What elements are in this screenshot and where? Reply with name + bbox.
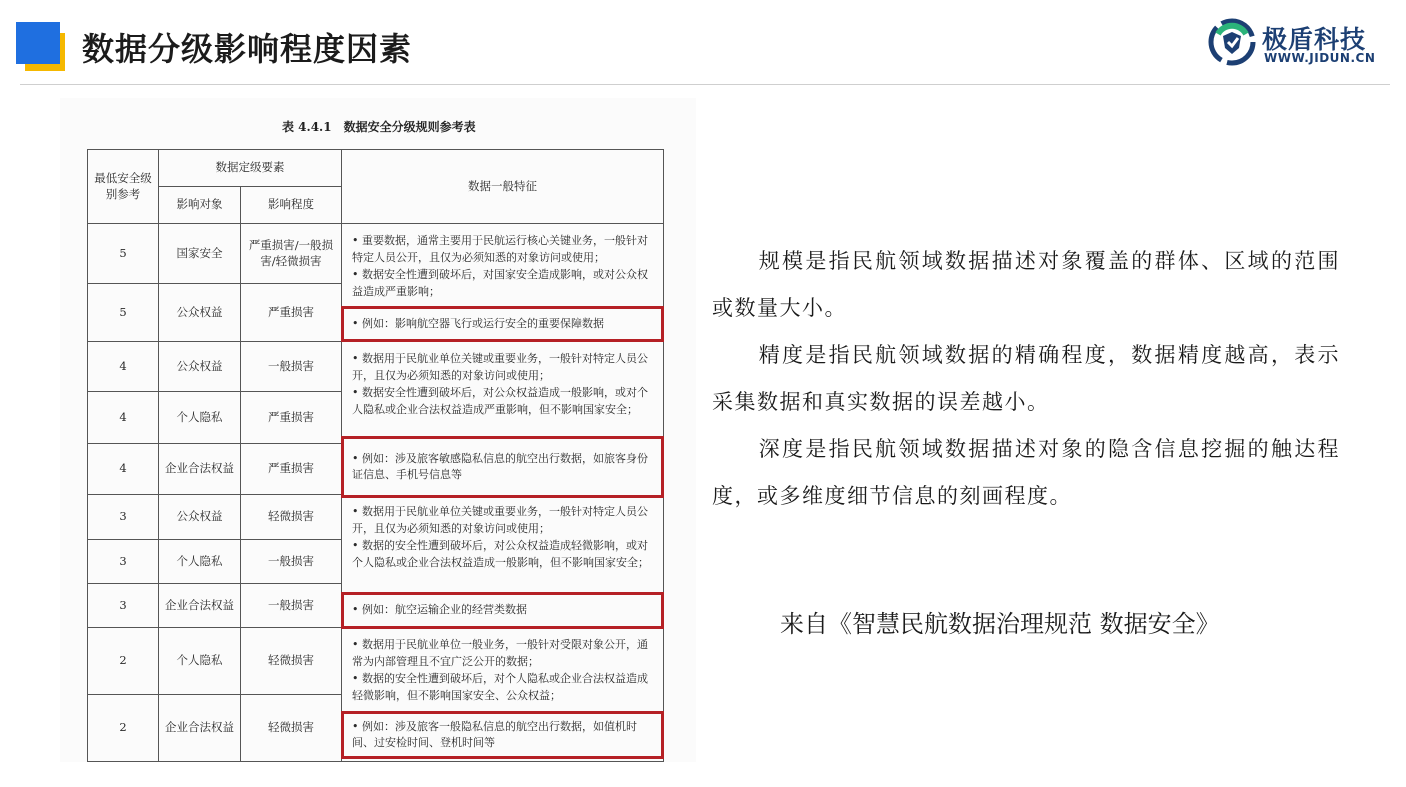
table-row-degree: 严重损害/一般损害/轻微损害 [241,224,342,284]
highlight-example-2: • 例如：涉及旅客敏感隐私信息的航空出行数据，如旅客身份证信息、手机号信息等 [341,436,664,498]
table-row-object: 企业合法权益 [159,444,241,495]
table-row-degree: 一般损害 [241,584,342,628]
header-group: 数据定级要素 [159,150,342,187]
header-feature: 数据一般特征 [342,150,664,224]
table-row-level: 4 [88,342,159,392]
table-row-level: 4 [88,392,159,444]
table-row-object: 公众权益 [159,495,241,540]
paragraph-precision-text: 精度是指民航领域数据的精确程度，数据精度越高，表示采集数据和真实数据的误差越小。 [712,343,1340,414]
table-row-object: 个人隐私 [159,628,241,695]
table-row-object: 个人隐私 [159,392,241,444]
table-row-degree: 轻微损害 [241,628,342,695]
feature-group-2: • 数据用于民航业单位关键或重要业务，一般针对特定人员公开，且仅为必须知悉的对象访问或使用； • 数据安全性遭到破坏后，对公众权益造成一般影响，或对个人隐私或企业合法权益造成严重影响，但不影响国家安全； [342,342,664,495]
paragraph-scale-text: 规模是指民航领域数据描述对象覆盖的群体、区域的范围或数量大小。 [712,249,1340,320]
title-accent-blue [16,22,60,64]
table-row-degree: 严重损害 [241,444,342,495]
header-divider [20,84,1390,85]
table-row-object: 个人隐私 [159,540,241,584]
header-degree: 影响程度 [241,187,342,224]
highlight-example-3: • 例如：航空运输企业的经营类数据 [341,592,664,629]
table-row-level: 2 [88,628,159,695]
paragraph-depth-text: 深度是指民航领域数据描述对象的隐含信息挖掘的触达程度，或多维度细节信息的刻画程度。 [712,437,1340,508]
header-object: 影响对象 [159,187,241,224]
table-row-degree: 一般损害 [241,342,342,392]
feature-group-4: • 数据用于民航业单位一般业务，一般针对受限对象公开，通常为内部管理且不宜广泛公开的数据； • 数据的安全性遭到破坏后，对个人隐私或企业合法权益造成轻微影响，但不影响国家安全、公众权益； [342,628,664,762]
table-row-object: 企业合法权益 [159,695,241,762]
table-caption: 表 4.4.1 数据安全分级规则参考表 [282,120,476,134]
header-level: 最低安全级别参考 [88,150,159,224]
jidun-logo-icon [1208,18,1256,66]
table-row-level: 3 [88,584,159,628]
table-row-object: 公众权益 [159,342,241,392]
paragraph-precision [712,332,1340,426]
table-row-level: 5 [88,224,159,284]
table-row-level: 4 [88,444,159,495]
source-citation: 来自《智慧民航数据治理规范 数据安全》 [780,610,1220,638]
table-row-object: 公众权益 [159,284,241,342]
table-row-level: 2 [88,695,159,762]
highlight-example-1: • 例如：影响航空器飞行或运行安全的重要保障数据 [341,306,664,342]
table-row-level: 5 [88,284,159,342]
table-row-level: 3 [88,495,159,540]
feature-group-1: • 重要数据，通常主要用于民航运行核心关键业务，一般针对特定人员公开，且仅为必须知悉的对象访问或使用； • 数据安全性遭到破坏后，对国家安全造成影响，或对公众权益造成严重影响； [342,224,664,342]
page-title: 数据分级影响程度因素 [82,30,413,68]
table-row-degree: 轻微损害 [241,695,342,762]
table-row-degree: 一般损害 [241,540,342,584]
highlight-example-4: • 例如：涉及旅客一般隐私信息的航空出行数据，如值机时间、过安检时间、登机时间等 [341,711,664,759]
brand-name: 极盾科技 [1262,25,1367,54]
table-row-object: 企业合法权益 [159,584,241,628]
table-row-object: 国家安全 [159,224,241,284]
table-row-degree: 严重损害 [241,284,342,342]
table-row-level: 3 [88,540,159,584]
brand-url: WWW.JIDUN.CN [1264,51,1376,65]
table-row-degree: 严重损害 [241,392,342,444]
feature-group-3: • 数据用于民航业单位关键或重要业务，一般针对特定人员公开，且仅为必须知悉的对象访问或使用； • 数据的安全性遭到破坏后，对公众权益造成轻微影响，或对个人隐私或企业合法权益造成一般影响，但不影响国家安全； [342,495,664,628]
paragraph-scale [712,238,1340,332]
table-row-degree: 轻微损害 [241,495,342,540]
paragraph-depth [712,426,1340,520]
